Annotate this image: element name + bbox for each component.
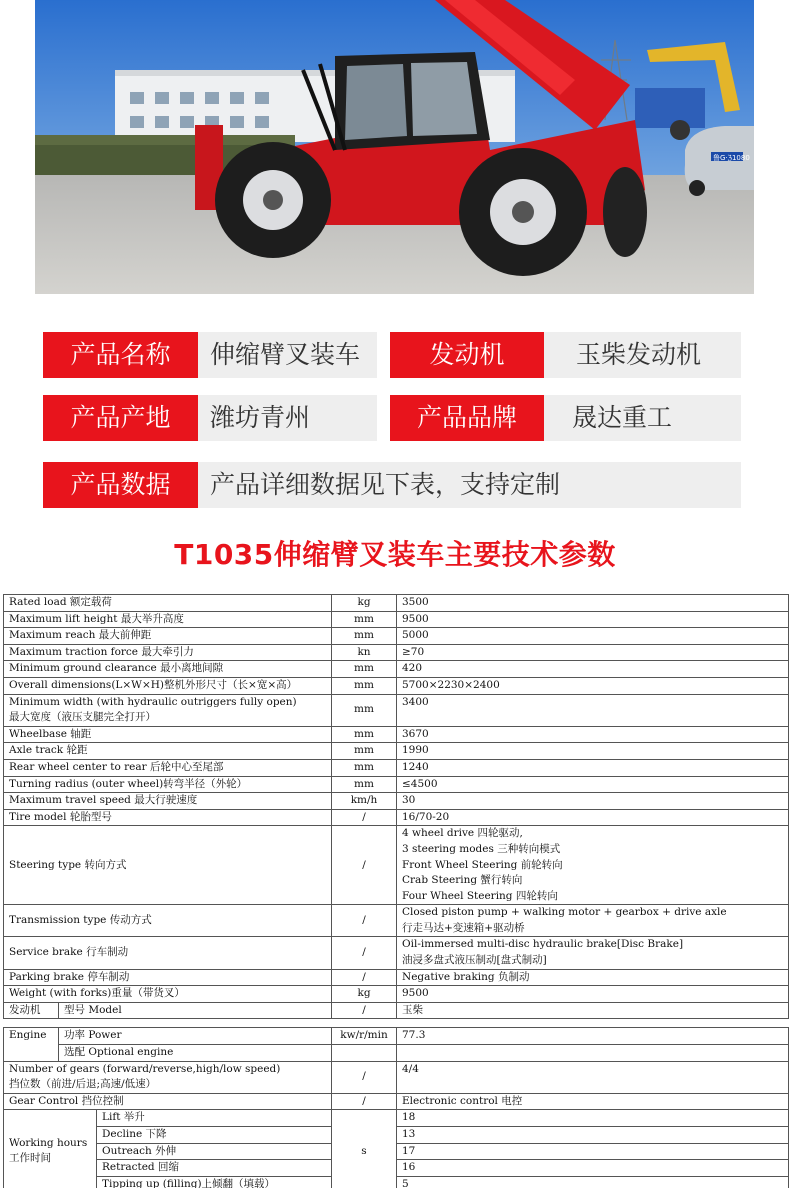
table-gap-cell (4, 1019, 789, 1028)
spec-name: Weight (with forks)重量（带货叉） (4, 986, 332, 1003)
license-plate: 鲁G·ℨ1080 (713, 154, 750, 162)
working-item-name: Retracted 回缩 (97, 1160, 332, 1177)
spec-unit: / (332, 937, 397, 969)
info-origin (43, 395, 377, 441)
info-value: 玉柴发动机 (544, 332, 741, 378)
table-row (4, 1093, 789, 1110)
table-row (4, 1061, 789, 1093)
table-row (4, 1127, 789, 1144)
engine-power-label: 功率 Power (59, 1028, 332, 1045)
info-brand (390, 395, 741, 441)
spec-name: Maximum traction force 最大牵引力 (4, 644, 332, 661)
table-row (4, 759, 789, 776)
spec-name: Maximum travel speed 最大行驶速度 (4, 793, 332, 810)
spec-name: Parking brake 停车制动 (4, 969, 332, 986)
table-row (4, 743, 789, 760)
table-row (4, 726, 789, 743)
table-row (4, 644, 789, 661)
spec-value: 16/70-20 (397, 809, 789, 826)
spec-unit: / (332, 1002, 397, 1019)
spec-name (4, 694, 332, 726)
engine-model-label: 发动机 (4, 1002, 59, 1019)
wheel-rear (459, 148, 587, 276)
spec-name: Tire model 轮胎型号 (4, 809, 332, 826)
table-gap (4, 1019, 789, 1028)
spec-unit: mm (332, 611, 397, 628)
spec-value: 1990 (397, 743, 789, 760)
spec-unit: mm (332, 743, 397, 760)
spec-value: 17 (397, 1143, 789, 1160)
working-hours-label-line: 工作时间 (9, 1152, 51, 1165)
spec-name: Rated load 额定载荷 (4, 595, 332, 612)
spec-value-line: Front Wheel Steering 前轮转向 (402, 858, 563, 871)
table-row (4, 1028, 789, 1045)
table-row (4, 905, 789, 937)
info-label: 产品品牌 (390, 395, 544, 441)
info-label: 产品名称 (43, 332, 198, 378)
spec-name: Overall dimensions(L×W×H)整机外形尺寸（长×宽×高） (4, 677, 332, 694)
spec-unit: / (332, 1061, 397, 1093)
table-row (4, 937, 789, 969)
spec-value: 420 (397, 661, 789, 678)
table-row (4, 677, 789, 694)
spec-unit: s (332, 1110, 397, 1188)
spec-unit: kg (332, 986, 397, 1003)
spec-value-line: 3 steering modes 三种转向模式 (402, 842, 561, 855)
spec-unit: / (332, 905, 397, 937)
spec-value: 1240 (397, 759, 789, 776)
spec-name (4, 1061, 332, 1093)
working-item-name: Tipping up (filling)上倾翻（填载） (97, 1176, 332, 1188)
working-hours-label-line: Working hours (9, 1136, 88, 1149)
spec-value-line: 油浸多盘式液压制动[盘式制动] (402, 954, 547, 967)
spec-unit: km/h (332, 793, 397, 810)
table-row (4, 1002, 789, 1019)
spec-value: 18 (397, 1110, 789, 1127)
spec-name: Wheelbase 轴距 (4, 726, 332, 743)
info-data (43, 462, 741, 508)
working-item-name: Lift 举升 (97, 1110, 332, 1127)
spec-name-line: 挡位数（前进/后退;高速/低速） (9, 1078, 157, 1091)
wheel-front (215, 142, 331, 258)
spec-unit: kw/r/min (332, 1028, 397, 1045)
spec-title: T1035伸缩臂叉装车主要技术参数 (174, 538, 616, 571)
spec-value: 5000 (397, 628, 789, 645)
spec-value: 13 (397, 1127, 789, 1144)
info-product-name (43, 332, 377, 378)
table-row (4, 986, 789, 1003)
spec-value: 30 (397, 793, 789, 810)
spec-value: 9500 (397, 611, 789, 628)
spec-table (3, 594, 789, 1188)
spec-value: 9500 (397, 986, 789, 1003)
engine-optional-label: 选配 Optional engine (59, 1045, 332, 1062)
spec-unit (332, 1045, 397, 1062)
table-row (4, 1045, 789, 1062)
spec-value (397, 826, 789, 905)
spec-value: 5 (397, 1176, 789, 1188)
table-row (4, 1160, 789, 1177)
table-row (4, 826, 789, 905)
table-row (4, 595, 789, 612)
spec-unit: / (332, 1093, 397, 1110)
spec-unit: mm (332, 776, 397, 793)
spec-value: 3500 (397, 595, 789, 612)
spec-unit: / (332, 809, 397, 826)
spec-value: Electronic control 电控 (397, 1093, 789, 1110)
spec-name: Axle track 轮距 (4, 743, 332, 760)
table-row (4, 969, 789, 986)
spec-value-line: Closed piston pump + walking motor + gearbox + drive axle (402, 906, 727, 919)
table-row (4, 809, 789, 826)
spec-value: ≥70 (397, 644, 789, 661)
spec-unit: kg (332, 595, 397, 612)
table-row (4, 1110, 789, 1127)
spec-name: Gear Control 挡位控制 (4, 1093, 332, 1110)
spec-value-line: Four Wheel Steering 四轮转向 (402, 889, 558, 902)
info-label: 产品产地 (43, 395, 198, 441)
spec-unit: / (332, 969, 397, 986)
spec-unit: mm (332, 661, 397, 678)
spec-value-line: 4 wheel drive 四轮驱动, (402, 827, 523, 840)
info-value: 晟达重工 (544, 395, 741, 441)
spec-value: 玉柴 (397, 1002, 789, 1019)
table-row (4, 661, 789, 678)
spec-unit: / (332, 826, 397, 905)
info-label: 发动机 (390, 332, 544, 378)
working-hours-label (4, 1110, 97, 1188)
spec-value (397, 937, 789, 969)
spec-unit: mm (332, 759, 397, 776)
spec-value: Negative braking 负制动 (397, 969, 789, 986)
table-row (4, 1176, 789, 1188)
spec-name: Service brake 行车制动 (4, 937, 332, 969)
spec-unit: kn (332, 644, 397, 661)
info-value: 产品详细数据见下表，支持定制 (198, 462, 741, 508)
spec-value-line: 行走马达+变速箱+驱动桥 (402, 921, 525, 934)
spec-name: Transmission type 传动方式 (4, 905, 332, 937)
info-value: 伸缩臂叉装车 (198, 332, 377, 378)
spec-name: Rear wheel center to rear 后轮中心至尾部 (4, 759, 332, 776)
spec-unit: mm (332, 726, 397, 743)
spec-value-line: Crab Steering 蟹行转向 (402, 874, 523, 887)
spec-name: Turning radius (outer wheel)转弯半径（外轮） (4, 776, 332, 793)
spec-name-line: 最大宽度（液压支腿完全打开） (9, 711, 156, 724)
spec-value: 3400 (397, 694, 789, 726)
table-row (4, 793, 789, 810)
spec-value (397, 905, 789, 937)
working-item-name: Decline 下降 (97, 1127, 332, 1144)
spec-unit: mm (332, 628, 397, 645)
spec-value: 5700×2230×2400 (397, 677, 789, 694)
spec-value: 4/4 (397, 1061, 789, 1093)
table-row (4, 611, 789, 628)
spec-name-line: Number of gears (forward/reverse,high/low speed) (9, 1062, 281, 1075)
info-label: 产品数据 (43, 462, 198, 508)
table-row (4, 1143, 789, 1160)
info-value: 潍坊青州 (198, 395, 377, 441)
spec-name: Minimum ground clearance 最小离地间隙 (4, 661, 332, 678)
spec-name-line: Minimum width (with hydraulic outriggers fully open) (9, 695, 297, 708)
product-photo (35, 0, 754, 294)
info-engine (390, 332, 741, 378)
spec-name: Maximum reach 最大前伸距 (4, 628, 332, 645)
engine-label: Engine (4, 1028, 59, 1061)
spec-value: 77.3 (397, 1028, 789, 1045)
spec-value (397, 1045, 789, 1062)
engine-model-sub: 型号 Model (59, 1002, 332, 1019)
spec-value-line: Oil-immersed multi-disc hydraulic brake[Disc Brake] (402, 938, 684, 951)
table-row (4, 776, 789, 793)
table-row (4, 694, 789, 726)
spec-value: ≤4500 (397, 776, 789, 793)
working-item-name: Outreach 外伸 (97, 1143, 332, 1160)
table-row (4, 628, 789, 645)
spec-unit: mm (332, 694, 397, 726)
spec-name: Maximum lift height 最大举升高度 (4, 611, 332, 628)
spec-name: Steering type 转向方式 (4, 826, 332, 905)
spec-value: 3670 (397, 726, 789, 743)
spec-value: 16 (397, 1160, 789, 1177)
spec-unit: mm (332, 677, 397, 694)
